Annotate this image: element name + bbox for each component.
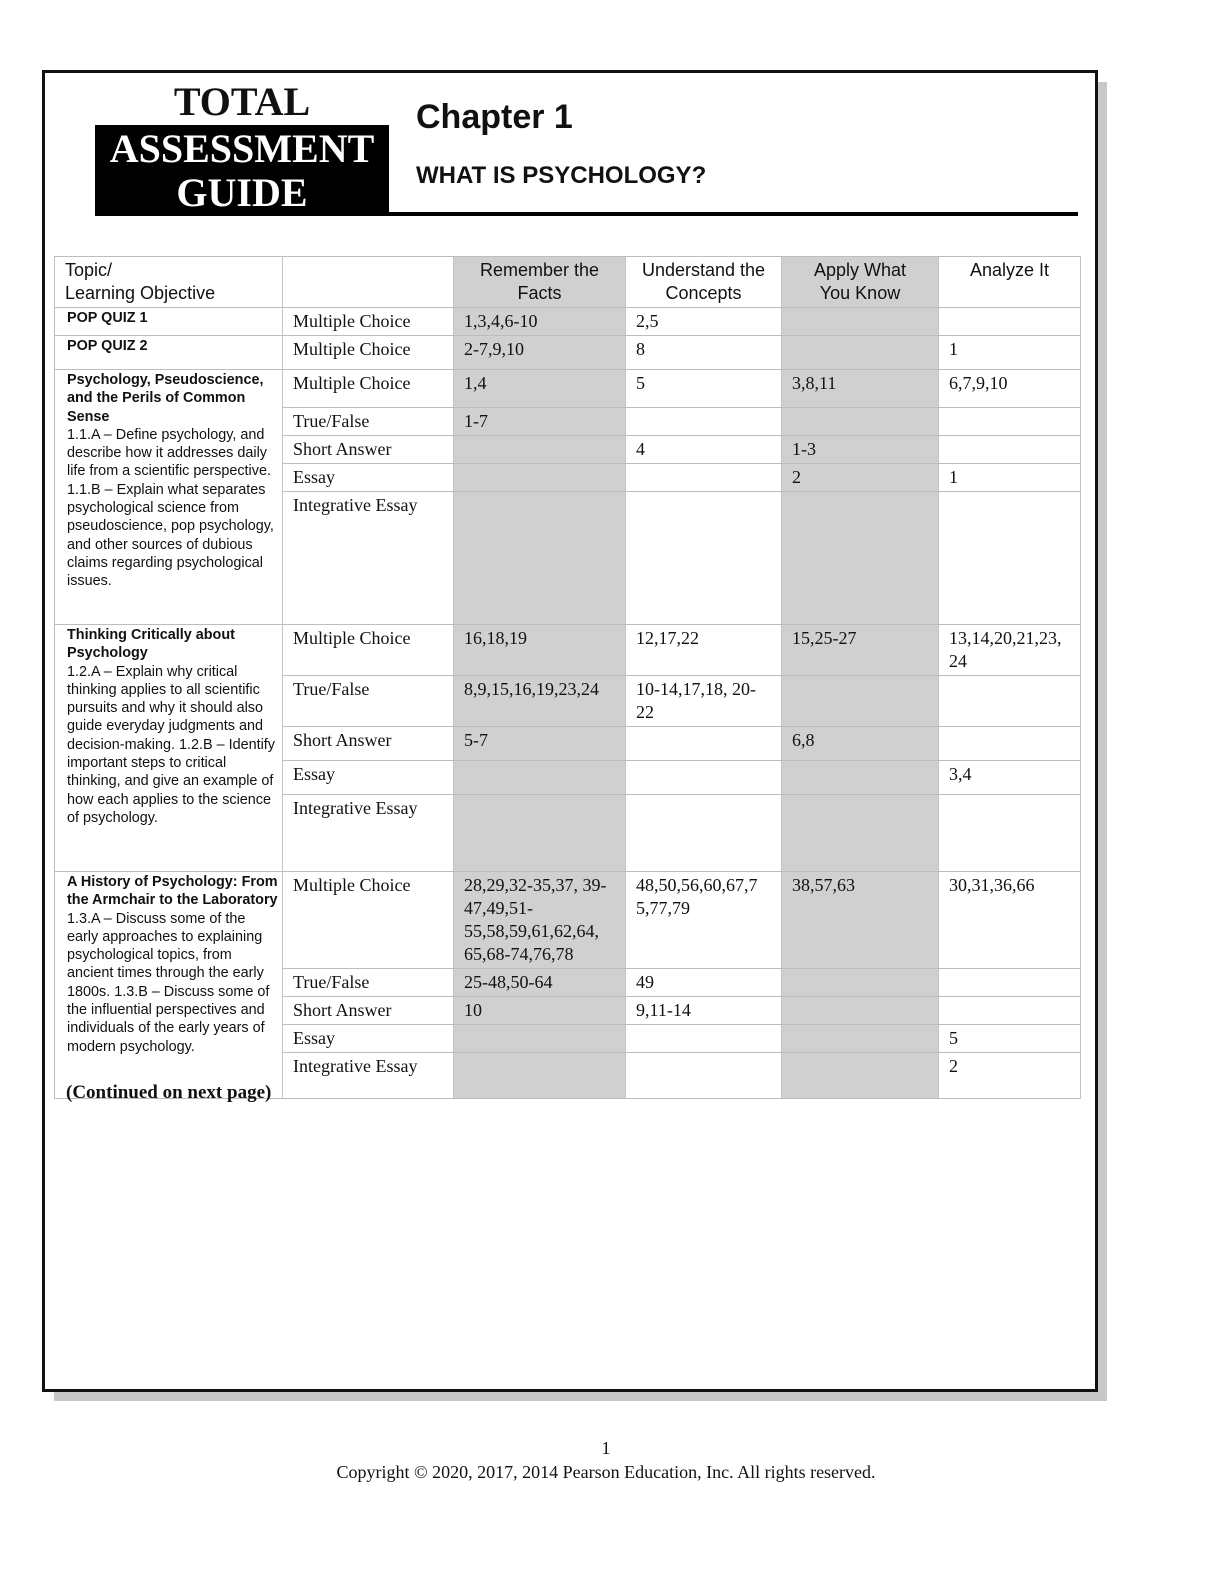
section1-row2-apply: 1-3 <box>782 436 939 464</box>
section3-row3-remember <box>454 1025 626 1053</box>
assessment-table <box>54 256 1081 1099</box>
pop-quiz-1-analyze <box>939 308 1081 336</box>
section2-row4-remember <box>454 795 626 872</box>
pop-quiz-1-remember: 1,3,4,6-10 <box>454 308 626 336</box>
pop-quiz-2-type: Multiple Choice <box>283 336 454 370</box>
table-row <box>55 625 1081 676</box>
pop-quiz-1-type: Multiple Choice <box>283 308 454 336</box>
section1-row4-remember <box>454 492 626 625</box>
section2-row4-analyze <box>939 795 1081 872</box>
pop-quiz-2-understand: 8 <box>626 336 782 370</box>
table-row <box>55 872 1081 969</box>
header-topic: Topic/ Learning Objective <box>55 257 283 308</box>
section3-row0-analyze: 30,31,36,66 <box>939 872 1081 969</box>
section1-row2-remember <box>454 436 626 464</box>
section1-row3-type: Essay <box>283 464 454 492</box>
section3-row1-remember: 25-48,50-64 <box>454 969 626 997</box>
section2-row2-understand <box>626 727 782 761</box>
section3-topic: A History of Psychology: From the Armchair to the Laboratory 1.3.A – Discuss some of the early approaches to explaining psychological topics, from ancient times through the early 1800s. 1.3.B – Discuss some of the influential perspectives and individuals of the early years of modern psychology. <box>55 872 283 1099</box>
table-row <box>55 370 1081 408</box>
section2-row1-apply <box>782 676 939 727</box>
section1-row0-understand: 5 <box>626 370 782 408</box>
section1-row3-understand <box>626 464 782 492</box>
section1-row4-understand <box>626 492 782 625</box>
section1-row2-understand: 4 <box>626 436 782 464</box>
section2-row3-understand <box>626 761 782 795</box>
section1-row0-apply: 3,8,11 <box>782 370 939 408</box>
section3-row0-understand: 48,50,56,60,67,7 5,77,79 <box>626 872 782 969</box>
pop-quiz-1-apply <box>782 308 939 336</box>
section2-topic: Thinking Critically about Psychology 1.2.A – Explain why critical thinking applies to all scientific pursuits and why it should also guide everyday judgments and decision-making. 1.2.B – Identify important steps to critical thinking, and give an example of how each applies to the science of psychology. <box>55 625 283 872</box>
table-header-row <box>55 257 1081 308</box>
header-apply: Apply What You Know <box>782 257 939 308</box>
section2-row1-analyze <box>939 676 1081 727</box>
section1-row4-apply <box>782 492 939 625</box>
section1-row2-analyze <box>939 436 1081 464</box>
section1-row4-type: Integrative Essay <box>283 492 454 625</box>
section2-row1-understand: 10-14,17,18, 20-22 <box>626 676 782 727</box>
header-question-type <box>283 257 454 308</box>
section1-row0-analyze: 6,7,9,10 <box>939 370 1081 408</box>
section1-row1-analyze <box>939 408 1081 436</box>
section2-row1-remember: 8,9,15,16,19,23,24 <box>454 676 626 727</box>
pop-quiz-2-apply <box>782 336 939 370</box>
section2-row4-understand <box>626 795 782 872</box>
section3-row4-remember <box>454 1053 626 1099</box>
section1-topic: Psychology, Pseudoscience, and the Perils of Common Sense 1.1.A – Define psychology, and describe how it addresses daily life from a scientific perspective. 1.1.B – Explain what separates psychological science from pseudoscience, pop psychology, and other sources of dubious claims regarding psychological issues. <box>55 370 283 625</box>
section3-row2-apply <box>782 997 939 1025</box>
section3-row4-apply <box>782 1053 939 1099</box>
tag-guide: GUIDE <box>176 170 308 215</box>
section2-row2-analyze <box>939 727 1081 761</box>
section3-row1-understand: 49 <box>626 969 782 997</box>
section3-row4-type: Integrative Essay <box>283 1053 454 1099</box>
section1-row0-type: Multiple Choice <box>283 370 454 408</box>
chapter-subtitle: WHAT IS PSYCHOLOGY? <box>416 162 707 189</box>
section2-row2-apply: 6,8 <box>782 727 939 761</box>
section3-row1-apply <box>782 969 939 997</box>
section2-row4-type: Integrative Essay <box>283 795 454 872</box>
section3-row3-type: Essay <box>283 1025 454 1053</box>
section3-row4-analyze: 2 <box>939 1053 1081 1099</box>
section2-row0-type: Multiple Choice <box>283 625 454 676</box>
section1-row0-remember: 1,4 <box>454 370 626 408</box>
section3-row4-understand <box>626 1053 782 1099</box>
section3-row0-apply: 38,57,63 <box>782 872 939 969</box>
section3-row0-remember: 28,29,32-35,37, 39-47,49,51- 55,58,59,61,62,64, 65,68-74,76,78 <box>454 872 626 969</box>
section1-row1-apply <box>782 408 939 436</box>
section3-row2-analyze <box>939 997 1081 1025</box>
section1-row1-type: True/False <box>283 408 454 436</box>
pop-quiz-2-label: POP QUIZ 2 <box>55 336 283 370</box>
section2-row0-understand: 12,17,22 <box>626 625 782 676</box>
section3-row0-type: Multiple Choice <box>283 872 454 969</box>
section2-row0-analyze: 13,14,20,21,23, 24 <box>939 625 1081 676</box>
header-remember: Remember the Facts <box>454 257 626 308</box>
page-number: 1 <box>601 1438 611 1458</box>
section2-row0-apply: 15,25-27 <box>782 625 939 676</box>
tag-total: TOTAL <box>173 79 311 124</box>
section3-row3-analyze: 5 <box>939 1025 1081 1053</box>
section1-row3-analyze: 1 <box>939 464 1081 492</box>
section1-row1-remember: 1-7 <box>454 408 626 436</box>
section3-row2-understand: 9,11-14 <box>626 997 782 1025</box>
section1-row2-type: Short Answer <box>283 436 454 464</box>
section2-row3-analyze: 3,4 <box>939 761 1081 795</box>
section2-row2-type: Short Answer <box>283 727 454 761</box>
tag-assessment: ASSESSMENT <box>109 126 375 171</box>
tag-assessment-guide <box>95 125 389 216</box>
chapter-title: Chapter 1 <box>416 98 573 136</box>
table-row <box>55 308 1081 336</box>
section3-row2-remember: 10 <box>454 997 626 1025</box>
section2-row3-remember <box>454 761 626 795</box>
copyright-notice: Copyright © 2020, 2017, 2014 Pearson Education, Inc. All rights reserved. <box>336 1462 876 1482</box>
section2-row3-type: Essay <box>283 761 454 795</box>
section3-row1-type: True/False <box>283 969 454 997</box>
section2-row4-apply <box>782 795 939 872</box>
continued-note: (Continued on next page) <box>66 1082 272 1103</box>
pop-quiz-1-label: POP QUIZ 1 <box>55 308 283 336</box>
section3-row3-apply <box>782 1025 939 1053</box>
header-analyze: Analyze It <box>939 257 1081 308</box>
section1-row3-remember <box>454 464 626 492</box>
section3-row2-type: Short Answer <box>283 997 454 1025</box>
pop-quiz-2-remember: 2-7,9,10 <box>454 336 626 370</box>
section2-row0-remember: 16,18,19 <box>454 625 626 676</box>
section2-row3-apply <box>782 761 939 795</box>
section3-row3-understand <box>626 1025 782 1053</box>
pop-quiz-1-understand: 2,5 <box>626 308 782 336</box>
section1-row1-understand <box>626 408 782 436</box>
title-rule <box>389 212 1078 216</box>
section3-row1-analyze <box>939 969 1081 997</box>
section2-row1-type: True/False <box>283 676 454 727</box>
section1-row4-analyze <box>939 492 1081 625</box>
pop-quiz-2-analyze: 1 <box>939 336 1081 370</box>
section1-row3-apply: 2 <box>782 464 939 492</box>
header-understand: Understand the Concepts <box>626 257 782 308</box>
table-row <box>55 336 1081 370</box>
section2-row2-remember: 5-7 <box>454 727 626 761</box>
